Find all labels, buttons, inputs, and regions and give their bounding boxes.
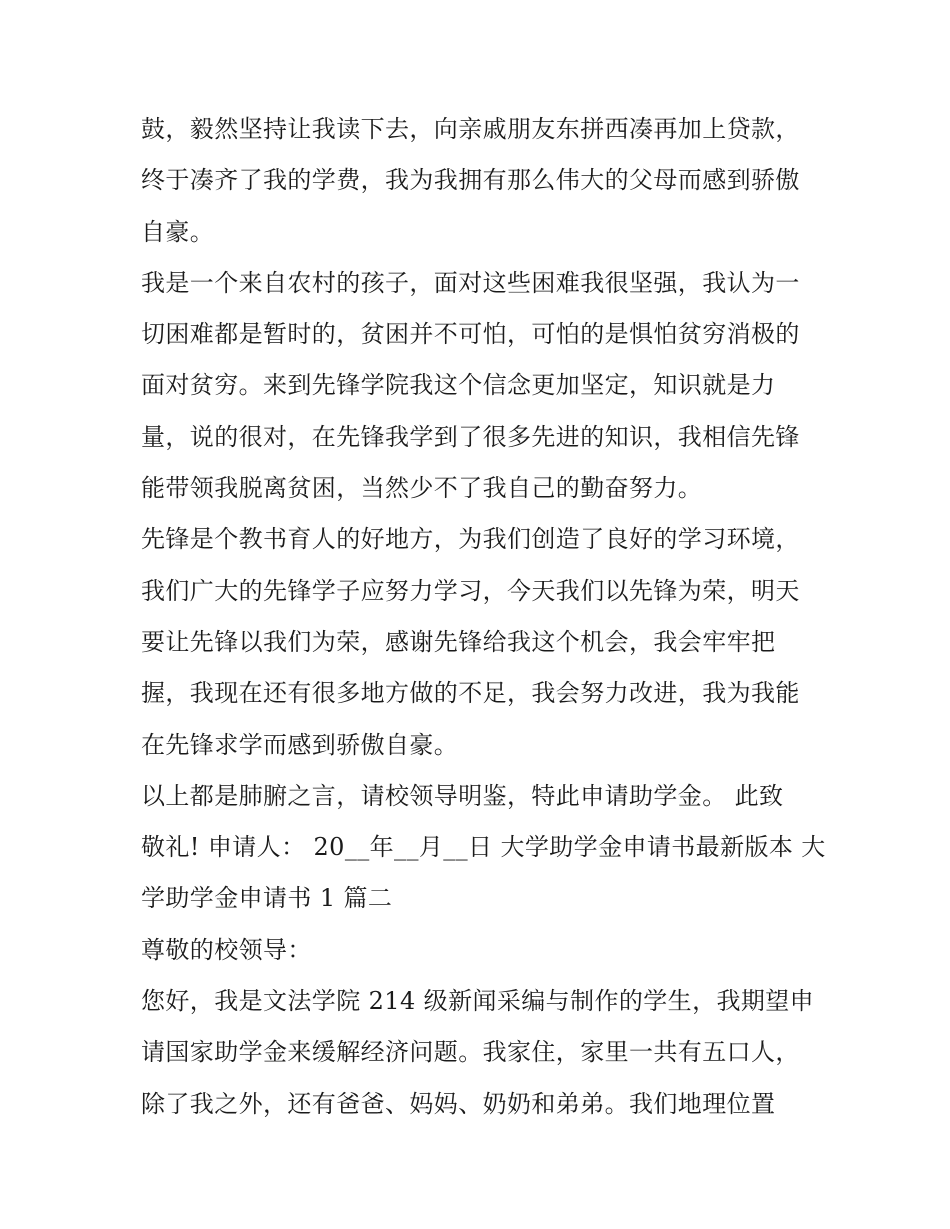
text-line: 我们广大的先锋学子应努力学习，今天我们以先锋为荣，明天 (141, 576, 800, 605)
text-line: 自豪。 (141, 217, 215, 246)
text-line: 量，说的很对，在先锋我学到了很多先进的知识，我相信先锋 (141, 422, 800, 451)
text-line: 面对贫穷。来到先锋学院我这个信念更加坚定，知识就是力 (141, 371, 776, 400)
text-line: 以上都是肺腑之言，请校领导明鉴，特此申请助学金。 此致 (141, 781, 784, 810)
document-body (141, 104, 826, 1130)
text-line: 除了我之外，还有爸爸、妈妈、奶奶和弟弟。我们地理位置 (141, 1089, 776, 1118)
text-line: 先锋是个教书育人的好地方，为我们创造了良好的学习环境， (141, 525, 800, 554)
text-line: 您好，我是文法学院 214 级新闻采编与制作的学生，我期望申 (141, 987, 815, 1016)
text-line: 终于凑齐了我的学费，我为我拥有那么伟大的父母而感到骄傲 (141, 166, 800, 195)
text-line: 能带领我脱离贫困，当然少不了我自己的勤奋努力。 (141, 474, 703, 503)
text-line: 要让先锋以我们为荣，感谢先锋给我这个机会，我会牢牢把 (141, 627, 776, 656)
salutation: 尊敬的校领导： (141, 935, 312, 964)
text-line: 握，我现在还有很多地方做的不足，我会努力改进，我为我能 (141, 679, 800, 708)
text-line: 请国家助学金来缓解经济问题。我家住，家里一共有五口人， (141, 1038, 800, 1067)
text-line: 我是一个来自农村的孩子，面对这些困难我很坚强，我认为一 (141, 268, 800, 297)
text-line: 敬礼! 申请人： 20__年__月__日 大学助学金申请书最新版本 大 (141, 833, 826, 862)
text-line: 在先锋求学而感到骄傲自豪。 (141, 730, 459, 759)
text-line: 切困难都是暂时的，贫困并不可怕，可怕的是惧怕贫穷消极的 (141, 320, 800, 349)
text-line: 学助学金申请书 1 篇二 (141, 884, 393, 913)
text-line: 鼓，毅然坚持让我读下去，向亲戚朋友东拼西凑再加上贷款， (141, 115, 800, 143)
